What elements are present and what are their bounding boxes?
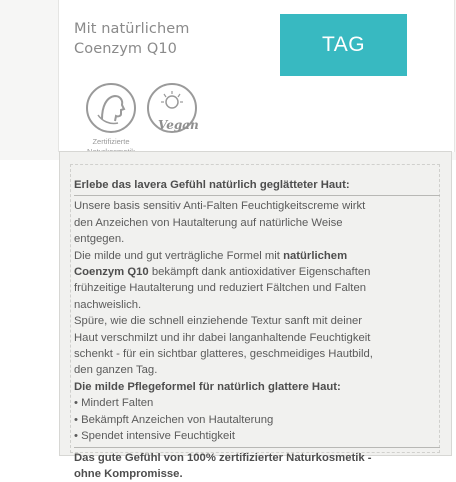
benefit-item: • Mindert Falten: [74, 397, 154, 410]
paragraph-2-line: nachweislich.: [74, 298, 142, 311]
paragraph-3-line: Haut verschmilzt und ihr dabei langanhaltende Feuchtigkeit: [74, 331, 371, 344]
paragraph-2-bold: Coenzym Q10: [74, 266, 149, 279]
paragraph-2-line-1: [74, 248, 440, 264]
paragraph-3-line: Spüre, wie die schnell einziehende Textur sanft mit deiner: [74, 315, 363, 328]
paragraph-2-regular: bekämpft dank antioxidativer Eigenschaften: [151, 266, 371, 279]
face-profile-icon: [88, 85, 134, 131]
headline-line-2: Coenzym Q10: [74, 41, 177, 57]
natural-cosmetics-logo-icon: [86, 83, 136, 133]
paragraph-3-line: schenkt - für ein sichtbar glatteres, geschmeidiges Hautbild,: [74, 348, 373, 361]
divider: [74, 447, 440, 448]
paragraph-2-bold: natürlichem: [283, 249, 348, 262]
paragraph-2-line-2: [74, 264, 440, 280]
product-headline: [74, 19, 190, 59]
caption-line-1: Zertifizierte: [92, 137, 130, 146]
divider: [74, 195, 440, 196]
vegan-label: Vegan: [158, 118, 199, 132]
description-text: [74, 177, 440, 482]
paragraph-2-regular: Die milde und gut verträgliche Formel mit: [74, 249, 280, 262]
tag-badge: [280, 14, 407, 76]
closing-line: Das gute Gefühl von 100% zertifizierter Naturkosmetik -: [74, 451, 372, 464]
tag-label: TAG: [321, 33, 366, 56]
benefits-heading: Die milde Pflegeformel für natürlich glattere Haut:: [74, 380, 341, 393]
paragraph-2-line: frühzeitige Hautalterung und reduziert Fältchen und Falten: [74, 282, 367, 295]
paragraph-1-line: entgegen.: [74, 233, 125, 246]
closing-line: ohne Kompromisse.: [74, 467, 183, 480]
description-heading: Erlebe das lavera Gefühl natürlich geglätteter Haut:: [74, 179, 350, 191]
benefit-item: • Bekämpft Anzeichen von Hautalterung: [74, 413, 274, 426]
paragraph-3-line: den ganzen Tag.: [74, 364, 158, 377]
headline-line-1: Mit natürlichem: [74, 21, 190, 37]
paragraph-1-line: den Anzeichen von Hautalterung auf natürliche Weise: [74, 216, 343, 229]
paragraph-1-line: Unsere basis sensitiv Anti-Falten Feuchtigkeitscreme wirkt: [74, 200, 366, 213]
benefit-item: • Spendet intensive Feuchtigkeit: [74, 430, 235, 443]
